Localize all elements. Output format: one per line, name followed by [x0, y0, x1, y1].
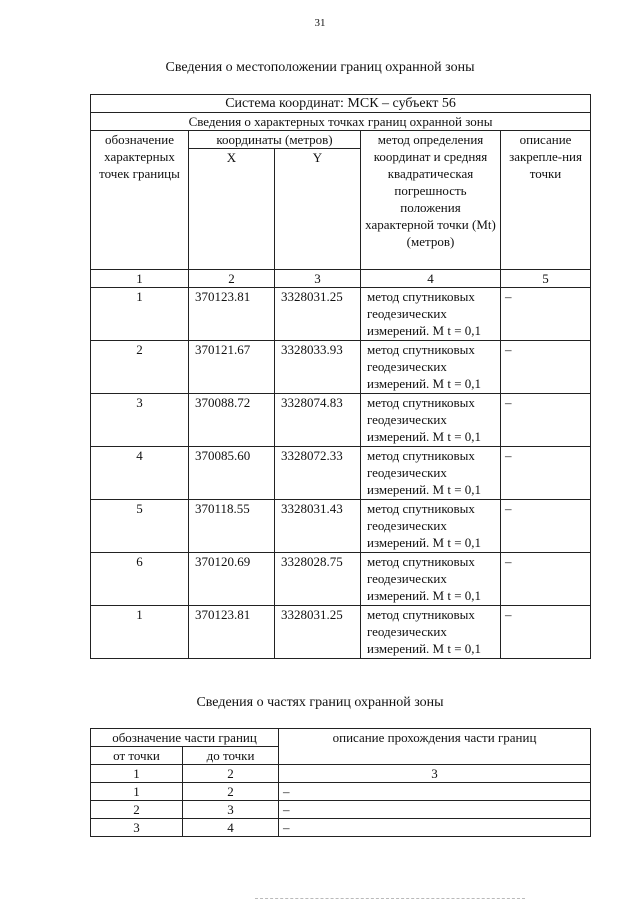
header-part-description: описание прохождения части границ	[279, 729, 591, 765]
coord-y: 3328031.25	[275, 288, 361, 341]
coord-y: 3328074.83	[275, 394, 361, 447]
header-point-description: описание закрепле-ния точки	[501, 131, 591, 270]
header-method: метод определения координат и средняя квадратическая погрешность положения характерной точки (Mt) (метров)	[361, 131, 501, 270]
point-description: –	[501, 606, 591, 659]
point-description: –	[501, 288, 591, 341]
method-text: метод спутниковых геодезических измерений. M t = 0,1	[361, 500, 501, 553]
header-boundary-parts: обозначение части границ	[91, 729, 279, 747]
method-text: метод спутниковых геодезических измерений. M t = 0,1	[361, 394, 501, 447]
table-row	[91, 783, 591, 801]
header-y: Y	[275, 149, 361, 270]
from-point: 3	[91, 819, 183, 837]
method-text: метод спутниковых геодезических измерений. M t = 0,1	[361, 447, 501, 500]
to-point: 2	[183, 783, 279, 801]
column-number: 1	[91, 270, 189, 288]
coord-x: 370120.69	[189, 553, 275, 606]
coord-x: 370085.60	[189, 447, 275, 500]
method-text: метод спутниковых геодезических измерений. M t = 0,1	[361, 553, 501, 606]
header-point-designation: обозначение характерных точек границы	[91, 131, 189, 270]
header-to-point: до точки	[183, 747, 279, 765]
from-point: 2	[91, 801, 183, 819]
boundary-points-table	[90, 94, 591, 659]
column-number: 2	[189, 270, 275, 288]
column-number: 3	[279, 765, 591, 783]
table-row	[91, 819, 591, 837]
column-number: 4	[361, 270, 501, 288]
method-text: метод спутниковых геодезических измерений. M t = 0,1	[361, 606, 501, 659]
table-row	[91, 288, 591, 341]
part-description: –	[279, 819, 591, 837]
point-description: –	[501, 447, 591, 500]
coord-y: 3328031.43	[275, 500, 361, 553]
section-title-boundary-parts: Сведения о частях границ охранной зоны	[196, 695, 444, 710]
table-row	[91, 447, 591, 500]
section-title-boundary-location: Сведения о местоположении границ охранной зоны	[165, 60, 475, 75]
table-row	[91, 606, 591, 659]
coord-x: 370123.81	[189, 606, 275, 659]
coord-x: 370121.67	[189, 341, 275, 394]
point-description: –	[501, 500, 591, 553]
point-description: –	[501, 553, 591, 606]
column-number: 2	[183, 765, 279, 783]
part-description: –	[279, 783, 591, 801]
header-x: X	[189, 149, 275, 270]
table-row	[91, 801, 591, 819]
header-from-point: от точки	[91, 747, 183, 765]
point-description: –	[501, 341, 591, 394]
part-description: –	[279, 801, 591, 819]
point-description: –	[501, 394, 591, 447]
method-text: метод спутниковых геодезических измерений. M t = 0,1	[361, 341, 501, 394]
header-coordinates: координаты (метров)	[189, 131, 361, 149]
point-id: 4	[91, 447, 189, 500]
point-id: 1	[91, 288, 189, 341]
column-number: 1	[91, 765, 183, 783]
table-row	[91, 500, 591, 553]
table-row	[91, 341, 591, 394]
to-point: 3	[183, 801, 279, 819]
to-point: 4	[183, 819, 279, 837]
coordinate-system-label: Система координат: МСК – субъект 56	[91, 95, 591, 113]
point-id: 2	[91, 341, 189, 394]
boundary-parts-table	[90, 728, 591, 837]
column-number: 3	[275, 270, 361, 288]
from-point: 1	[91, 783, 183, 801]
point-id: 3	[91, 394, 189, 447]
column-number: 5	[501, 270, 591, 288]
table-row	[91, 553, 591, 606]
table-row	[91, 394, 591, 447]
coord-y: 3328031.25	[275, 606, 361, 659]
coord-y: 3328072.33	[275, 447, 361, 500]
coord-x: 370123.81	[189, 288, 275, 341]
point-id: 6	[91, 553, 189, 606]
coord-y: 3328033.93	[275, 341, 361, 394]
point-id: 5	[91, 500, 189, 553]
method-text: метод спутниковых геодезических измерений. M t = 0,1	[361, 288, 501, 341]
coord-y: 3328028.75	[275, 553, 361, 606]
point-id: 1	[91, 606, 189, 659]
coord-x: 370118.55	[189, 500, 275, 553]
scan-artifact-line	[255, 898, 525, 902]
table-subtitle: Сведения о характерных точках границ охранной зоны	[91, 113, 591, 131]
coord-x: 370088.72	[189, 394, 275, 447]
page-number: 31	[314, 17, 326, 29]
